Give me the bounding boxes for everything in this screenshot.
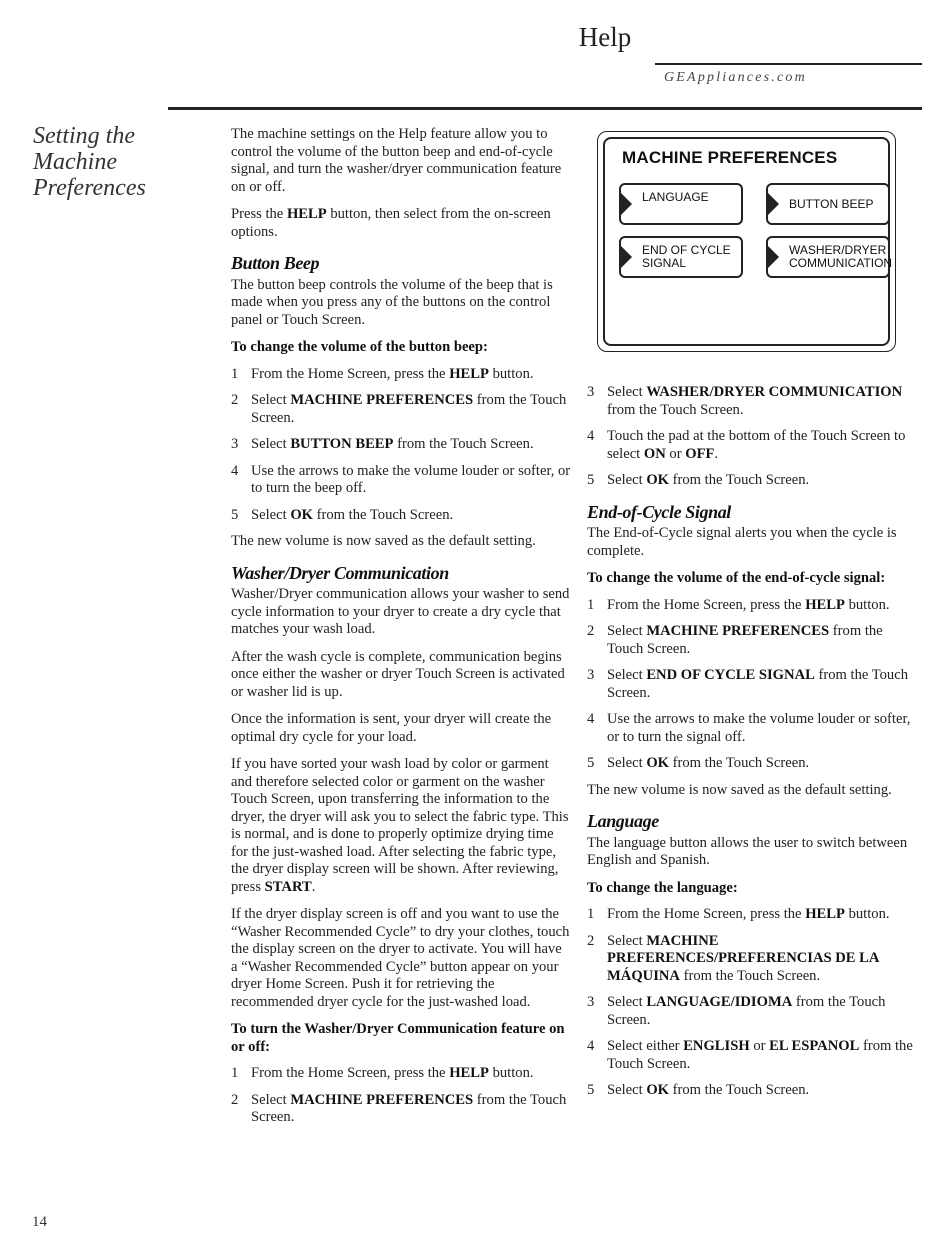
washer-dryer-steps-continued <box>587 384 922 490</box>
step-item: 3 Select END OF CYCLE SIGNAL from the Touch Screen. <box>587 667 908 701</box>
end-of-cycle-button-label: END OF CYCLE SIGNAL <box>642 243 731 270</box>
section-title: Setting the Machine Preferences <box>33 123 146 201</box>
step-item: 2 Select MACHINE PREFERENCES from the Touch Screen. <box>587 623 883 657</box>
intro-instruction: Press the HELP button, then select from the on-screen options. <box>231 206 551 240</box>
button-beep-closing: The new volume is now saved as the default setting. <box>231 533 536 549</box>
screen-title: MACHINE PREFERENCES <box>622 148 838 167</box>
page-header-title: Help <box>578 22 632 52</box>
washer-dryer-paragraph: If you have sorted your wash load by color or garment and therefore selected color or garment on the washer Touch Screen, upon transferring the information to the dryer, the dryer will ask you to select the fabric type. This is normal, and is done to properly optimize drying time for the just-washed load. After selecting the fabric type, the dryer display screen will be shown. After reviewing, press START. <box>231 756 569 895</box>
button-beep-heading: Button Beep <box>231 253 320 273</box>
button-beep-description: The button beep controls the volume of the beep that is made when you press any of the buttons on the control panel or Touch Screen. <box>231 276 553 328</box>
step-item: 3 Select WASHER/DRYER COMMUNICATION from the Touch Screen. <box>587 384 903 418</box>
header-divider <box>168 107 922 110</box>
step-item: 4 Use the arrows to make the volume louder or softer, or to turn the signal off. <box>587 711 911 745</box>
language-button[interactable] <box>619 183 743 225</box>
button-beep-button[interactable] <box>766 183 890 225</box>
step-item: 3 Select LANGUAGE/IDIOMA from the Touch Screen. <box>587 994 886 1028</box>
washer-dryer-paragraph: Washer/Dryer communication allows your washer to send cycle information to your dryer to create a dry cycle that matches your wash load. <box>231 586 570 637</box>
arrow-right-icon <box>766 244 779 270</box>
end-of-cycle-description: The End-of-Cycle signal alerts you when the cycle is complete. <box>587 525 897 559</box>
step-item: 2 Select MACHINE PREFERENCES from the Touch Screen. <box>231 392 567 426</box>
step-item: 2 Select MACHINE PREFERENCES from the Touch Screen. <box>231 1091 567 1125</box>
step-item: 1 From the Home Screen, press the HELP button. <box>587 596 890 613</box>
language-heading: Language <box>587 811 659 831</box>
header-divider-short <box>655 63 922 65</box>
language-button-label: LANGUAGE <box>642 190 709 204</box>
step-item: 1 From the Home Screen, press the HELP button. <box>231 365 534 382</box>
washer-dryer-paragraph: After the wash cycle is complete, communication begins once either the washer or dryer Touch Screen is activated or washer lid is up. <box>231 648 565 700</box>
end-of-cycle-lead: To change the volume of the end-of-cycle signal: <box>587 570 886 586</box>
intro-paragraph: The machine settings on the Help feature allow you to control the volume of the button beep and end-of-cycle signal, and turn the washer/dryer communication feature on or off. <box>231 126 562 195</box>
left-column <box>231 126 571 1136</box>
step-item: 5 Select OK from the Touch Screen. <box>587 1082 810 1098</box>
washer-dryer-paragraph: If the dryer display screen is off and you want to use the “Washer Recommended Cycle” to dry your clothes, touch the display screen on the dryer to activate. You will have a “Washer Recommended Cycle” button appear on your dryer Home Screen. Push it for retrieving the recommended dryer cycle for the just-washed load. <box>231 906 570 1010</box>
step-item: 5 Select OK from the Touch Screen. <box>587 755 810 771</box>
button-beep-steps <box>231 366 571 525</box>
arrow-right-icon <box>766 191 779 217</box>
screen-frame <box>603 137 893 346</box>
language-description: The language button allows the user to switch between English and Spanish. <box>587 834 908 868</box>
arrow-right-icon <box>619 244 632 270</box>
washer-dryer-button-label: WASHER/DRYER COMMUNICATION <box>789 243 893 270</box>
button-beep-lead: To change the volume of the button beep: <box>231 339 488 355</box>
step-item: 1 From the Home Screen, press the HELP button. <box>231 1065 534 1081</box>
header-website: GEAppliances.com <box>664 70 807 85</box>
end-of-cycle-signal-button[interactable] <box>619 236 743 278</box>
washer-dryer-communication-button[interactable] <box>766 236 893 278</box>
step-item: 1 From the Home Screen, press the HELP button. <box>587 906 890 922</box>
step-item: 4 Use the arrows to make the volume louder or softer, or to turn the beep off. <box>231 462 571 496</box>
machine-preferences-screen <box>597 131 896 352</box>
washer-dryer-heading: Washer/Dryer Communication <box>231 562 449 583</box>
step-item: 5 Select OK from the Touch Screen. <box>587 472 810 488</box>
washer-dryer-steps <box>231 1065 571 1127</box>
language-steps <box>587 906 922 1100</box>
page-number: 14 <box>32 1214 47 1230</box>
step-item: 4 Touch the pad at the bottom of the Touch Screen to select ON or OFF. <box>587 428 906 462</box>
language-lead: To change the language: <box>587 879 738 896</box>
end-of-cycle-heading: End-of-Cycle Signal <box>587 501 731 522</box>
arrow-right-icon <box>619 191 632 217</box>
end-of-cycle-closing: The new volume is now saved as the default setting. <box>587 781 892 798</box>
step-item: 4 Select either ENGLISH or EL ESPANOL from the Touch Screen. <box>587 1038 913 1072</box>
step-item: 5 Select OK from the Touch Screen. <box>231 506 454 523</box>
right-column <box>587 384 922 1109</box>
step-item: 3 Select BUTTON BEEP from the Touch Screen. <box>231 436 534 452</box>
button-beep-button-label: BUTTON BEEP <box>789 196 874 211</box>
washer-dryer-paragraph: Once the information is sent, your dryer will create the optimal dry cycle for your load. <box>231 711 552 745</box>
end-of-cycle-steps <box>587 597 922 773</box>
washer-dryer-lead: To turn the Washer/Dryer Communication feature on or off: <box>231 1021 565 1055</box>
step-item: 2 Select MACHINE PREFERENCES/PREFERENCIAS DE LA MÁQUINA from the Touch Screen. <box>587 932 879 984</box>
